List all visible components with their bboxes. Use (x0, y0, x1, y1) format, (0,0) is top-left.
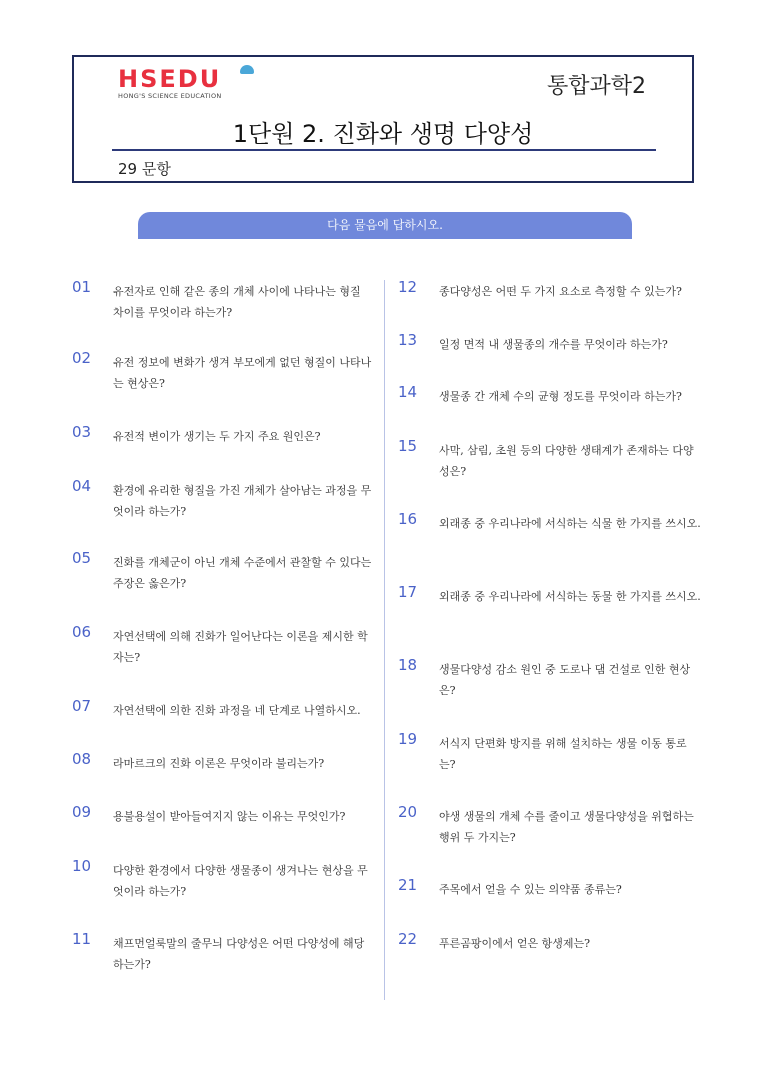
question-number: 20 (398, 803, 418, 821)
question-number: 18 (398, 656, 418, 674)
question-text: 유전적 변이가 생기는 두 가지 주요 원인은? (113, 430, 321, 443)
question-number: 21 (398, 876, 418, 894)
question-text: 종다양성은 어떤 두 가지 요소로 측정할 수 있는가? (439, 285, 682, 298)
question-text: 서식지 단편화 방지를 위해 설치하는 생물 이동 통로는? (439, 737, 687, 771)
question-number: 08 (72, 750, 92, 768)
question-text: 채프먼얼룩말의 줄무늬 다양성은 어떤 다양성에 해당하는가? (113, 937, 365, 971)
question-number: 11 (72, 930, 92, 948)
logo-subtitle: HONG'S SCIENCE EDUCATION (118, 92, 222, 100)
question-text: 생물종 간 개체 수의 균형 정도를 무엇이라 하는가? (439, 390, 682, 403)
question-text: 자연선택에 의해 진화가 일어난다는 이론을 제시한 학자는? (113, 630, 368, 664)
question-number: 13 (398, 331, 418, 349)
question-number: 04 (72, 477, 92, 495)
question-text: 생물다양성 감소 원인 중 도로나 댐 건설로 인한 현상은? (439, 663, 691, 697)
page-title: 1단원 2. 진화와 생명 다양성 (232, 120, 534, 148)
hsedu-logo (118, 67, 258, 107)
question-number: 17 (398, 583, 418, 601)
question-number: 12 (398, 278, 418, 296)
question-number: 19 (398, 730, 418, 748)
column-divider (384, 280, 385, 1000)
question-text: 다양한 환경에서 다양한 생물종이 생겨나는 현상을 무엇이라 하는가? (113, 864, 368, 898)
question-number: 16 (398, 510, 418, 528)
question-text: 용불용설이 받아들여지지 않는 이유는 무엇인가? (113, 810, 346, 823)
question-text: 유전 정보에 변화가 생겨 부모에게 없던 형질이 나타나는 현상은? (113, 356, 372, 390)
question-number: 07 (72, 697, 92, 715)
header-box (72, 55, 694, 183)
logo-cap-icon (240, 65, 254, 74)
question-text: 야생 생물의 개체 수를 줄이고 생물다양성을 위협하는 행위 두 가지는? (439, 810, 694, 844)
question-number: 01 (72, 278, 92, 296)
question-text: 주목에서 얻을 수 있는 의약품 종류는? (439, 883, 622, 896)
instruction-bar: 다음 물음에 답하시오. (138, 212, 632, 239)
question-text: 일정 면적 내 생물종의 개수를 무엇이라 하는가? (439, 338, 668, 351)
question-text: 푸른곰팡이에서 얻은 항생제는? (439, 937, 591, 950)
title-underline (112, 149, 656, 151)
question-text: 외래종 중 우리나라에 서식하는 동물 한 가지를 쓰시오. (439, 590, 701, 603)
question-number: 03 (72, 423, 92, 441)
question-text: 자연선택에 의한 진화 과정을 네 단계로 나열하시오. (113, 704, 361, 717)
question-number: 14 (398, 383, 418, 401)
question-number: 06 (72, 623, 92, 641)
question-text: 진화를 개체군이 아닌 개체 수준에서 관찰할 수 있다는 주장은 옳은가? (113, 556, 372, 590)
question-text: 라마르크의 진화 이론은 무엇이라 불리는가? (113, 757, 325, 770)
question-number: 05 (72, 549, 92, 567)
question-text: 외래종 중 우리나라에 서식하는 식물 한 가지를 쓰시오. (439, 517, 701, 530)
question-text: 유전자로 인해 같은 종의 개체 사이에 나타나는 형질 차이를 무엇이라 하는가? (113, 285, 361, 319)
question-number: 10 (72, 857, 92, 875)
question-number: 02 (72, 349, 92, 367)
question-count: 29 문항 (118, 160, 171, 178)
question-number: 22 (398, 930, 418, 948)
question-text: 사막, 삼림, 초원 등의 다양한 생태계가 존재하는 다양성은? (439, 444, 694, 478)
question-text: 환경에 유리한 형질을 가진 개체가 살아남는 과정을 무엇이라 하는가? (113, 484, 372, 518)
logo-text: HSEDU (118, 65, 222, 93)
subject-label: 통합과학2 (546, 74, 646, 99)
question-number: 15 (398, 437, 418, 455)
question-number: 09 (72, 803, 92, 821)
